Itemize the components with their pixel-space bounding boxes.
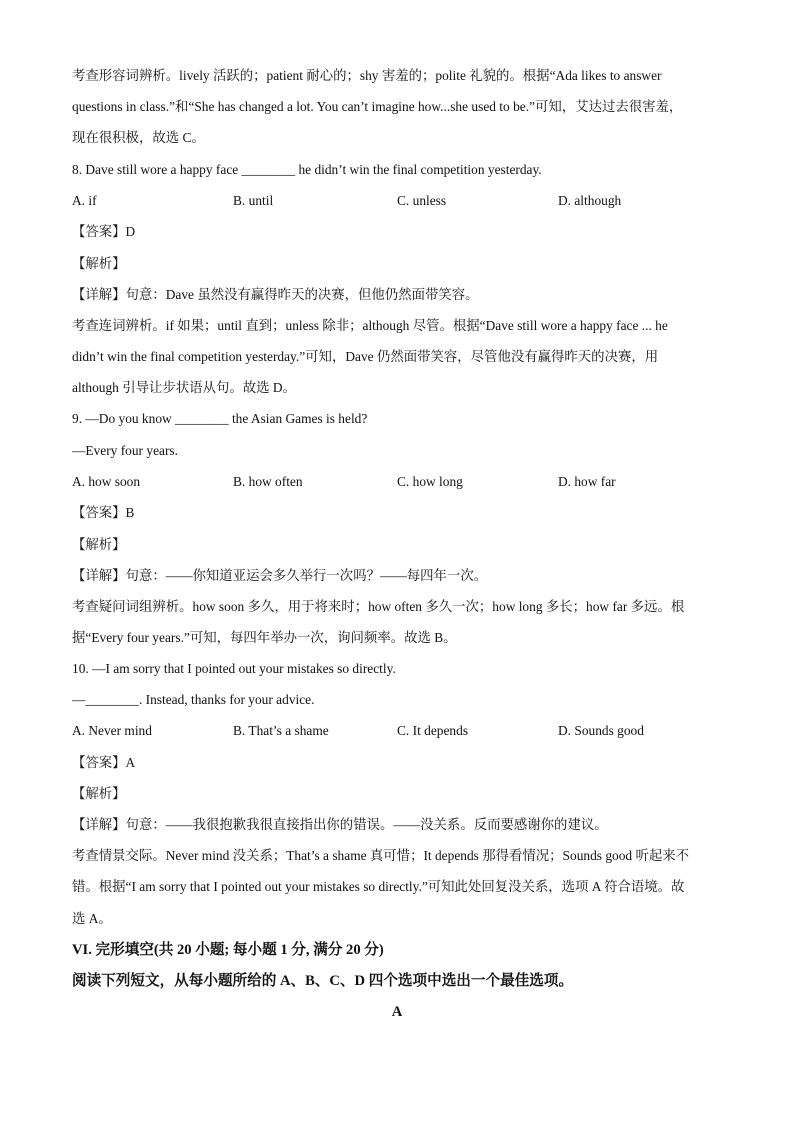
q9-analysis-label: 【解析】 (72, 537, 126, 552)
q10-analysis-label: 【解析】 (72, 786, 126, 801)
q7-explanation-line3: 现在很积极，故选 C。 (72, 130, 205, 145)
q8-stem: 8. Dave still wore a happy face ________ he didn’t win the final competition yesterday. (72, 162, 542, 177)
q8-analysis-label: 【解析】 (72, 256, 126, 271)
q8-explanation-line2: didn’t win the final competition yesterday.”可知，Dave 仍然面带笑容，尽管他没有赢得昨天的决赛，用 (72, 349, 659, 364)
q8-explanation-line3: although 引导让步状语从句。故选 D。 (72, 380, 296, 395)
q10-option-b: B. That’s a shame (233, 723, 329, 738)
q9-option-d: D. how far (558, 474, 616, 489)
q10-explanation-line2: 错。根据“I am sorry that I pointed out your mistakes so directly.”可知此处回复没关系，选项 A 符合语境。故 (72, 879, 685, 894)
q7-explanation-line2: questions in class.”和“She has changed a lot. You can’t imagine how...she used to be.”可知，艾达过去很害羞， (72, 99, 683, 114)
q9-reply: —Every four years. (72, 443, 178, 458)
q9-detail: 【详解】句意：——你知道亚运会多久举行一次吗？——每四年一次。 (72, 568, 488, 583)
q10-detail: 【详解】句意：——我很抱歉我很直接指出你的错误。——没关系。反而要感谢你的建议。 (72, 817, 608, 832)
q8-explanation-line1: 考查连词辨析。if 如果；until 直到；unless 除非；although 尽管。根据“Dave still wore a happy face ... he (72, 318, 668, 333)
q9-option-b: B. how often (233, 474, 303, 489)
q9-explanation-line2: 据“Every four years.”可知，每四年举办一次，询问频率。故选 B。 (72, 630, 457, 645)
q8-option-c: C. unless (397, 193, 447, 208)
q9-stem: 9. —Do you know ________ the Asian Games is held? (72, 411, 368, 426)
q9-answer: 【答案】B (72, 505, 135, 520)
q9-option-c: C. how long (397, 474, 463, 489)
q9-option-a: A. how soon (72, 474, 141, 489)
section-title: VI. 完形填空(共 20 小题; 每小题 1 分, 满分 20 分) (72, 942, 384, 958)
q10-option-a: A. Never mind (72, 723, 152, 738)
q10-option-d: D. Sounds good (558, 723, 644, 738)
q7-explanation-line1: 考查形容词辨析。lively 活跃的；patient 耐心的；shy 害羞的；polite 礼貌的。根据“Ada likes to answer (72, 68, 662, 83)
q9-explanation-line1: 考查疑问词组辨析。how soon 多久，用于将来时；how often 多久一次；how long 多长；how far 多远。根 (72, 599, 685, 614)
q8-option-a: A. if (72, 193, 97, 208)
q10-explanation-line1: 考查情景交际。Never mind 没关系；That’s a shame 真可惜；It depends 那得看情况；Sounds good 听起来不 (72, 848, 690, 863)
q10-answer: 【答案】A (72, 755, 136, 770)
q10-stem: 10. —I am sorry that I pointed out your mistakes so directly. (72, 661, 396, 676)
q8-answer: 【答案】D (72, 224, 136, 239)
q8-option-b: B. until (233, 193, 274, 208)
passage-label: A (391, 1004, 403, 1020)
q8-option-d: D. although (558, 193, 622, 208)
q10-option-c: C. It depends (397, 723, 469, 738)
q8-detail: 【详解】句意：Dave 虽然没有赢得昨天的决赛，但他仍然面带笑容。 (72, 287, 479, 302)
q10-explanation-line3: 选 A。 (72, 911, 112, 926)
q10-reply: —________. Instead, thanks for your advice. (72, 692, 315, 707)
section-instruction: 阅读下列短文，从每小题所给的 A、B、C、D 四个选项中选出一个最佳选项。 (72, 973, 574, 989)
